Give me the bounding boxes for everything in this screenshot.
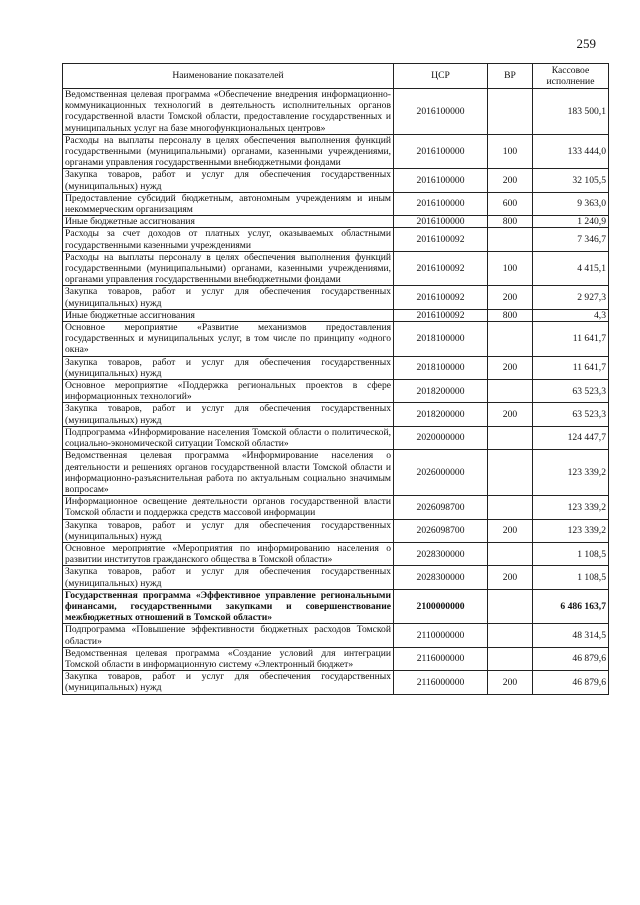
row-csr: 2026098700 [394, 496, 488, 519]
row-csr: 2018200000 [394, 403, 488, 426]
table-row [63, 426, 609, 449]
row-name: Закупка товаров, работ и услуг для обеспечения государственных (муниципальных) нужд [63, 169, 394, 192]
table-row [63, 519, 609, 542]
row-amount: 46 879,6 [533, 671, 609, 694]
row-vr: 200 [488, 566, 533, 589]
row-vr: 800 [488, 309, 533, 321]
table-row [63, 566, 609, 589]
row-csr: 2116000000 [394, 647, 488, 670]
row-csr: 2016100092 [394, 251, 488, 286]
row-csr: 2016100000 [394, 89, 488, 135]
row-vr: 600 [488, 192, 533, 215]
row-csr: 2028300000 [394, 566, 488, 589]
row-amount: 2 927,3 [533, 286, 609, 309]
row-csr: 2018100000 [394, 356, 488, 379]
row-amount: 133 444,0 [533, 134, 609, 169]
row-amount: 1 240,9 [533, 216, 609, 228]
row-vr [488, 589, 533, 624]
row-name: Иные бюджетные ассигнования [63, 309, 394, 321]
row-vr: 800 [488, 216, 533, 228]
row-csr: 2016100000 [394, 134, 488, 169]
row-name: Иные бюджетные ассигнования [63, 216, 394, 228]
row-amount: 183 500,1 [533, 89, 609, 135]
row-csr: 2016100000 [394, 192, 488, 215]
table-row [63, 589, 609, 624]
row-amount: 48 314,5 [533, 624, 609, 647]
row-csr: 2016100092 [394, 309, 488, 321]
row-name: Предоставление субсидий бюджетным, автономным учреждениям и иным некоммерческим организациям [63, 192, 394, 215]
row-csr: 2016100092 [394, 228, 488, 251]
row-amount: 32 105,5 [533, 169, 609, 192]
row-amount: 1 108,5 [533, 542, 609, 565]
row-name: Расходы за счет доходов от платных услуг, оказываемых областными государственными казенными учреждениями [63, 228, 394, 251]
table-row [63, 624, 609, 647]
table-row [63, 671, 609, 694]
row-name: Основное мероприятие «Поддержка региональных проектов в сфере информационных технологий» [63, 380, 394, 403]
row-vr [488, 647, 533, 670]
table-row [63, 286, 609, 309]
row-csr: 2016100000 [394, 169, 488, 192]
row-name: Закупка товаров, работ и услуг для обеспечения государственных (муниципальных) нужд [63, 356, 394, 379]
row-name: Закупка товаров, работ и услуг для обеспечения государственных (муниципальных) нужд [63, 286, 394, 309]
table-row [63, 169, 609, 192]
row-name: Закупка товаров, работ и услуг для обеспечения государственных (муниципальных) нужд [63, 671, 394, 694]
table-row [63, 647, 609, 670]
row-vr [488, 380, 533, 403]
row-name: Основное мероприятие «Развитие механизмов предоставления государственных и муниципальных услуг, в том числе по принципу «одного окна» [63, 322, 394, 357]
table-row [63, 89, 609, 135]
table-row [63, 216, 609, 228]
row-vr: 200 [488, 671, 533, 694]
row-amount: 11 641,7 [533, 356, 609, 379]
table-row [63, 228, 609, 251]
table-row [63, 450, 609, 496]
row-csr: 2018200000 [394, 380, 488, 403]
row-vr: 200 [488, 519, 533, 542]
row-amount: 7 346,7 [533, 228, 609, 251]
page-number: 259 [576, 36, 596, 51]
row-vr [488, 228, 533, 251]
row-name: Закупка товаров, работ и услуг для обеспечения государственных (муниципальных) нужд [63, 566, 394, 589]
row-vr: 100 [488, 251, 533, 286]
row-vr [488, 322, 533, 357]
row-vr [488, 496, 533, 519]
row-name: Расходы на выплаты персоналу в целях обеспечения выполнения функций государственными (муниципальными) органами, казенными учреждениями, органами управления государственными внебюджетными фондами [63, 251, 394, 286]
row-name: Информационное освещение деятельности органов государственной власти Томской области и поддержка средств массовой информации [63, 496, 394, 519]
row-vr: 200 [488, 403, 533, 426]
row-amount: 1 108,5 [533, 566, 609, 589]
header-amount: Кассовое исполнение [533, 64, 609, 89]
row-amount: 63 523,3 [533, 403, 609, 426]
table-row [63, 134, 609, 169]
row-amount: 123 339,2 [533, 450, 609, 496]
row-amount: 9 363,0 [533, 192, 609, 215]
table-row [63, 192, 609, 215]
header-csr: ЦСР [394, 64, 488, 89]
row-vr [488, 450, 533, 496]
table-row [63, 542, 609, 565]
row-name: Закупка товаров, работ и услуг для обеспечения государственных (муниципальных) нужд [63, 403, 394, 426]
row-name: Закупка товаров, работ и услуг для обеспечения государственных (муниципальных) нужд [63, 519, 394, 542]
row-csr: 2110000000 [394, 624, 488, 647]
row-vr: 100 [488, 134, 533, 169]
table-header-row [63, 64, 609, 89]
row-name: Государственная программа «Эффективное управление региональными финансами, государственными закупками и совершенствование межбюджетных отношений в Томской области» [63, 589, 394, 624]
row-csr: 2018100000 [394, 322, 488, 357]
row-amount: 6 486 163,7 [533, 589, 609, 624]
row-amount: 46 879,6 [533, 647, 609, 670]
row-csr: 2026098700 [394, 519, 488, 542]
row-amount: 123 339,2 [533, 519, 609, 542]
row-vr [488, 426, 533, 449]
row-csr: 2016100000 [394, 216, 488, 228]
table-body [63, 89, 609, 695]
row-amount: 11 641,7 [533, 322, 609, 357]
row-vr: 200 [488, 356, 533, 379]
row-csr: 2100000000 [394, 589, 488, 624]
table-row [63, 403, 609, 426]
table-row [63, 496, 609, 519]
table-row [63, 380, 609, 403]
row-csr: 2028300000 [394, 542, 488, 565]
row-amount: 123 339,2 [533, 496, 609, 519]
table-row [63, 322, 609, 357]
table-row [63, 356, 609, 379]
row-name: Подпрограмма «Повышение эффективности бюджетных расходов Томской области» [63, 624, 394, 647]
row-name: Расходы на выплаты персоналу в целях обеспечения выполнения функций государственными (муниципальными) органами, казенными учреждениями, органами управления государственными внебюджетными фондами [63, 134, 394, 169]
row-vr [488, 542, 533, 565]
row-amount: 63 523,3 [533, 380, 609, 403]
row-name: Ведомственная целевая программа «Создание условий для интеграции Томской области в информационную систему «Электронный бюджет» [63, 647, 394, 670]
row-name: Основное мероприятие «Мероприятия по информированию населения о развитии институтов гражданского общества в Томской области» [63, 542, 394, 565]
row-csr: 2026000000 [394, 450, 488, 496]
table-row [63, 309, 609, 321]
row-name: Ведомственная целевая программа «Информирование населения о деятельности и решениях органов государственной власти Томской области и информационно-разъяснительная работа по актуальным социально значимым вопросам» [63, 450, 394, 496]
row-name: Ведомственная целевая программа «Обеспечение внедрения информационно-коммуникационных технологий в деятельность исполнительных органов государственной власти Томской области, предоставление государственных и муниципальных услуг на базе многофункциональных центров» [63, 89, 394, 135]
table-row [63, 251, 609, 286]
row-csr: 2016100092 [394, 286, 488, 309]
row-vr: 200 [488, 169, 533, 192]
row-csr: 2116000000 [394, 671, 488, 694]
row-vr [488, 624, 533, 647]
row-vr [488, 89, 533, 135]
row-csr: 2020000000 [394, 426, 488, 449]
header-name: Наименование показателей [63, 64, 394, 89]
row-name: Подпрограмма «Информирование населения Томской области о политической, социально-экономической ситуации Томской области» [63, 426, 394, 449]
row-amount: 4,3 [533, 309, 609, 321]
row-vr: 200 [488, 286, 533, 309]
row-amount: 4 415,1 [533, 251, 609, 286]
header-vr: ВР [488, 64, 533, 89]
row-amount: 124 447,7 [533, 426, 609, 449]
budget-execution-table [62, 63, 609, 695]
